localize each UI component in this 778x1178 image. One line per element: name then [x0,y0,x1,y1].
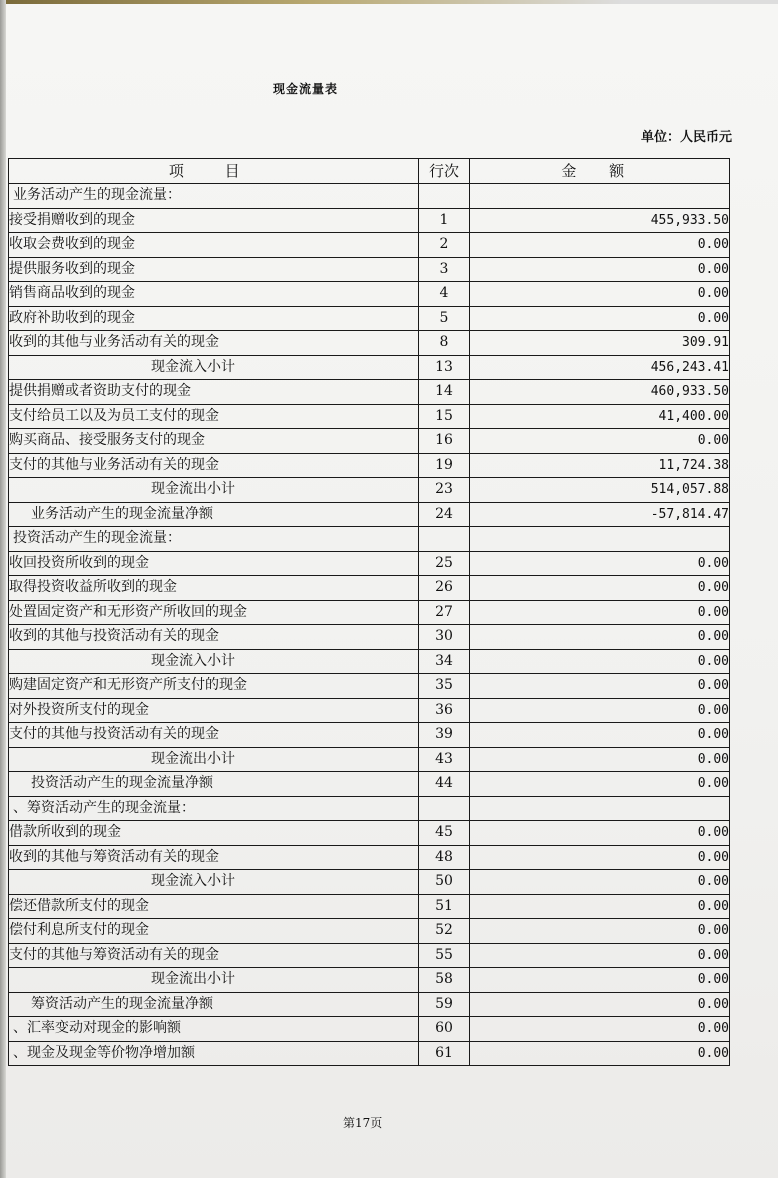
row-amount: 0.00 [470,747,730,772]
currency-unit: 单位：人民币元 [640,130,732,145]
row-item: 现金流出小计 [9,968,419,993]
row-amount: 0.00 [470,1017,730,1042]
row-line-number: 25 [418,551,470,576]
row-item: 收到的其他与筹资活动有关的现金 [9,845,419,870]
row-line-number: 2 [418,233,470,258]
row-item: 业务活动产生的现金流量净额 [9,502,419,527]
table-row [9,870,730,895]
document-title: 现金流量表 [273,82,339,96]
row-item: 支付给员工以及为员工支付的现金 [9,404,419,429]
row-line-number: 3 [418,257,470,282]
row-item: 借款所收到的现金 [9,821,419,846]
row-line-number: 59 [418,992,470,1017]
row-amount: 514,057.88 [470,478,730,503]
row-line-number: 1 [418,208,470,233]
table-row [9,551,730,576]
row-amount: 0.00 [470,306,730,331]
cash-flow-table [8,158,730,1066]
row-amount: 0.00 [470,625,730,650]
row-item: 业务活动产生的现金流量： [9,184,419,209]
table-row [9,527,730,552]
table-row [9,796,730,821]
row-amount [470,796,730,821]
row-line-number: 13 [418,355,470,380]
row-amount: 0.00 [470,870,730,895]
row-amount: 0.00 [470,282,730,307]
row-line-number: 39 [418,723,470,748]
row-line-number: 23 [418,478,470,503]
row-line-number: 55 [418,943,470,968]
row-amount: 0.00 [470,674,730,699]
row-item: 处置固定资产和无形资产所收回的现金 [9,600,419,625]
table-row [9,478,730,503]
table-row [9,306,730,331]
row-item: 提供服务收到的现金 [9,257,419,282]
row-item: 接受捐赠收到的现金 [9,208,419,233]
row-item: 、现金及现金等价物净增加额 [9,1041,419,1066]
table-row [9,772,730,797]
scan-left-edge [0,0,6,1178]
table-row [9,992,730,1017]
table-row [9,943,730,968]
row-amount: 11,724.38 [470,453,730,478]
table-row [9,184,730,209]
table-row [9,845,730,870]
table-row [9,282,730,307]
table-row [9,894,730,919]
row-item: 现金流入小计 [9,355,419,380]
row-item: 、汇率变动对现金的影响额 [9,1017,419,1042]
row-amount: 0.00 [470,233,730,258]
row-amount: 309.91 [470,331,730,356]
row-amount: 0.00 [470,723,730,748]
row-line-number: 5 [418,306,470,331]
table-row [9,747,730,772]
row-amount: 41,400.00 [470,404,730,429]
row-amount: 0.00 [470,600,730,625]
table-row [9,919,730,944]
row-line-number [418,527,470,552]
table-row [9,429,730,454]
row-line-number: 27 [418,600,470,625]
row-item: 投资活动产生的现金流量： [9,527,419,552]
row-line-number: 14 [418,380,470,405]
row-line-number: 4 [418,282,470,307]
row-item: 现金流入小计 [9,870,419,895]
row-line-number: 15 [418,404,470,429]
row-item: 支付的其他与业务活动有关的现金 [9,453,419,478]
row-item: 收取会费收到的现金 [9,233,419,258]
table-row [9,698,730,723]
row-line-number: 26 [418,576,470,601]
row-amount: 0.00 [470,845,730,870]
table-row [9,1017,730,1042]
row-line-number: 16 [418,429,470,454]
row-item: 支付的其他与筹资活动有关的现金 [9,943,419,968]
row-line-number: 8 [418,331,470,356]
row-amount: 456,243.41 [470,355,730,380]
row-line-number: 44 [418,772,470,797]
scan-top-edge [0,0,778,4]
row-amount [470,184,730,209]
header-amount: 金 额 [470,159,730,184]
row-line-number [418,184,470,209]
row-amount: 0.00 [470,1041,730,1066]
table-row [9,404,730,429]
row-amount: 0.00 [470,992,730,1017]
table-row [9,649,730,674]
row-amount: 0.00 [470,551,730,576]
row-amount: 0.00 [470,943,730,968]
table-row [9,355,730,380]
row-amount: 460,933.50 [470,380,730,405]
table-row [9,821,730,846]
page-number: 第17页 [343,1116,383,1130]
row-item: 收到的其他与业务活动有关的现金 [9,331,419,356]
row-line-number: 34 [418,649,470,674]
row-amount: 455,933.50 [470,208,730,233]
table-body [9,184,730,1066]
row-item: 偿付利息所支付的现金 [9,919,419,944]
row-line-number: 19 [418,453,470,478]
row-item: 收回投资所收到的现金 [9,551,419,576]
row-amount: 0.00 [470,821,730,846]
row-item: 支付的其他与投资活动有关的现金 [9,723,419,748]
row-line-number: 30 [418,625,470,650]
row-item: 购买商品、接受服务支付的现金 [9,429,419,454]
row-item: 现金流出小计 [9,747,419,772]
row-amount: 0.00 [470,894,730,919]
row-item: 、筹资活动产生的现金流量： [9,796,419,821]
row-line-number: 45 [418,821,470,846]
header-item: 项 目 [9,159,419,184]
row-item: 现金流出小计 [9,478,419,503]
row-line-number: 43 [418,747,470,772]
row-line-number: 35 [418,674,470,699]
table-row [9,208,730,233]
table-row [9,502,730,527]
table-row [9,331,730,356]
row-line-number [418,796,470,821]
row-line-number: 52 [418,919,470,944]
table-row [9,453,730,478]
header-line: 行次 [418,159,470,184]
row-item: 取得投资收益所收到的现金 [9,576,419,601]
table-row [9,233,730,258]
table-row [9,600,730,625]
row-amount: 0.00 [470,968,730,993]
row-amount: 0.00 [470,429,730,454]
row-item: 筹资活动产生的现金流量净额 [9,992,419,1017]
row-item: 投资活动产生的现金流量净额 [9,772,419,797]
row-amount [470,527,730,552]
row-amount: -57,814.47 [470,502,730,527]
row-amount: 0.00 [470,576,730,601]
row-item: 现金流入小计 [9,649,419,674]
row-line-number: 50 [418,870,470,895]
row-amount: 0.00 [470,649,730,674]
row-amount: 0.00 [470,698,730,723]
row-item: 偿还借款所支付的现金 [9,894,419,919]
table-row [9,576,730,601]
table-row [9,723,730,748]
row-amount: 0.00 [470,772,730,797]
row-amount: 0.00 [470,257,730,282]
row-item: 对外投资所支付的现金 [9,698,419,723]
table-row [9,674,730,699]
row-amount: 0.00 [470,919,730,944]
row-line-number: 24 [418,502,470,527]
table-header-row [9,159,730,184]
row-item: 提供捐赠或者资助支付的现金 [9,380,419,405]
row-line-number: 48 [418,845,470,870]
row-line-number: 51 [418,894,470,919]
row-line-number: 58 [418,968,470,993]
row-item: 购建固定资产和无形资产所支付的现金 [9,674,419,699]
row-item: 政府补助收到的现金 [9,306,419,331]
table-row [9,1041,730,1066]
table-row [9,257,730,282]
row-line-number: 60 [418,1017,470,1042]
table-row [9,380,730,405]
row-line-number: 61 [418,1041,470,1066]
row-line-number: 36 [418,698,470,723]
row-item: 销售商品收到的现金 [9,282,419,307]
table-row [9,968,730,993]
table-row [9,625,730,650]
row-item: 收到的其他与投资活动有关的现金 [9,625,419,650]
